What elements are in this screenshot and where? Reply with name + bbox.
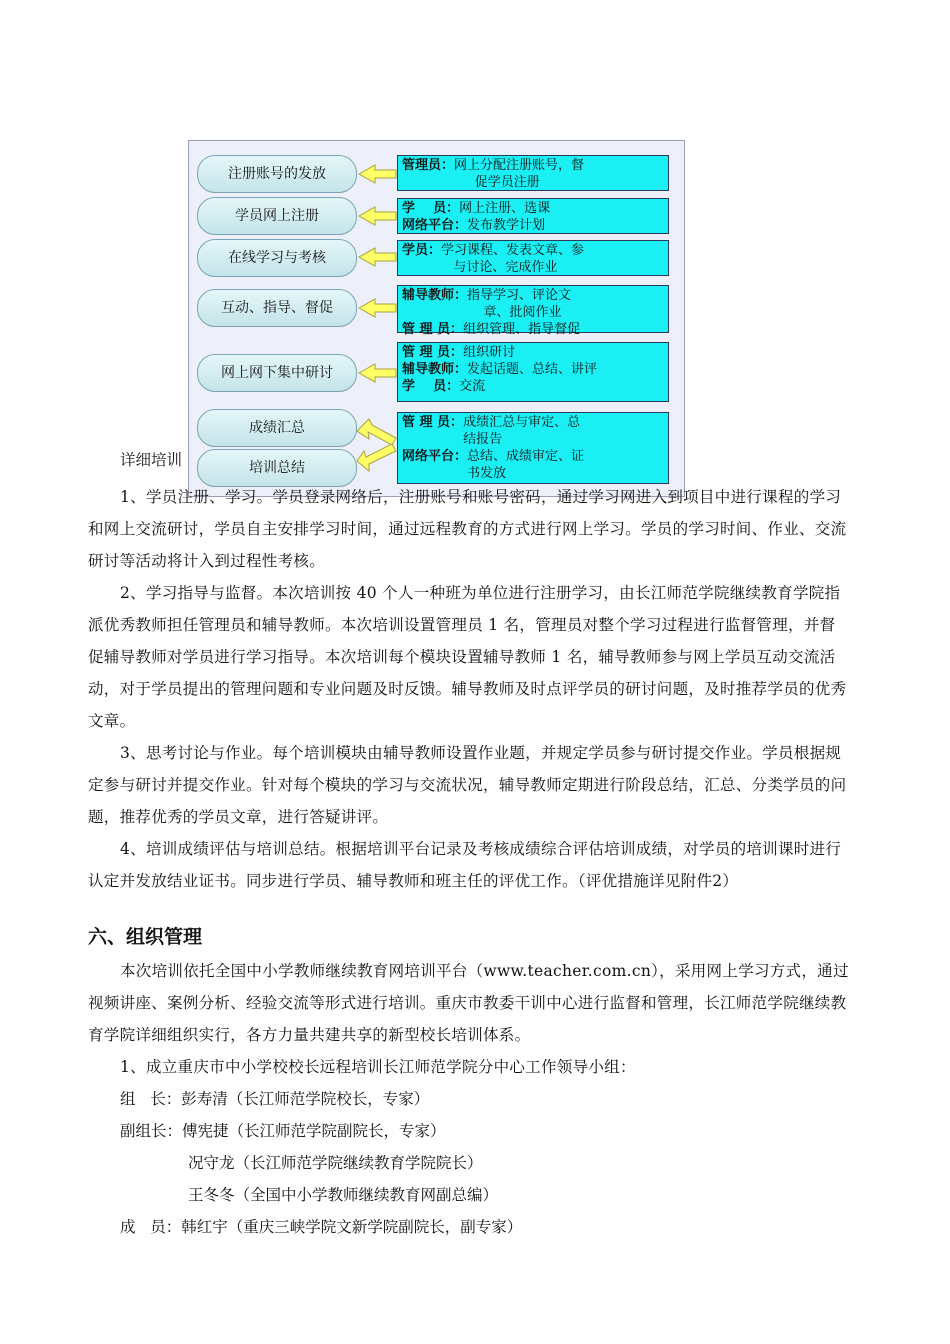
arrow-2	[359, 207, 396, 225]
arrow-5	[359, 364, 396, 382]
arrow-3	[359, 248, 396, 266]
intro-partial: 详细培训	[120, 451, 183, 469]
vice-leader-line-1: 副组长：傅宪捷（长江师范学院副院长，专家）	[120, 1122, 446, 1140]
box-student-learning	[397, 240, 669, 276]
box-text: 网上分配注册账号，督 促学员注册	[454, 158, 585, 190]
box-role: 管理员：	[402, 158, 455, 173]
paragraph-guidance: 2、学习指导与监督。本次培训按 40 个人一种班为单位进行注册学习，由长江师范学院继续教育学院指派优秀教师担任管理员和辅导教师。本次培训设置管理员 1 名，管理员对整个学习过程进行监督管理，并督促辅导教师对学员进行学习指导。本次培训每个模块设置辅导教师 1 名，辅导教师参与网上学员互动交流活动，对于学员提出的管理问题和专业问题及时反馈。辅导教师及时点评学员的研讨问题，及时推荐学员的优秀文章。	[88, 584, 847, 730]
paragraph-leadership-group: 1、成立重庆市中小学校校长远程培训长江师范学院分中心工作领导小组：	[120, 1058, 636, 1076]
box-text: 交流	[459, 379, 486, 394]
vice-leader-line-2: 况守龙（长江师范学院继续教育学院院长）	[188, 1154, 483, 1172]
box-role: 学 员：	[402, 379, 460, 394]
arrow-4	[359, 299, 396, 317]
box-text: 组织管理、指导督促	[463, 322, 581, 337]
box-text: 成绩汇总与审定、总 结报告	[463, 415, 581, 447]
box-text: 指导学习、评论文 章、批阅作业	[467, 288, 572, 320]
box-role: 管 理 员：	[402, 415, 464, 430]
box-seminar-roles	[397, 342, 669, 402]
member-line-1: 成 员：韩红宇（重庆三峡学院文新学院副院长，副专家）	[120, 1218, 523, 1236]
leader-line: 组 长：彭寿清（长江师范学院校长，专家）	[120, 1090, 430, 1108]
step-online-learning: 在线学习与考核	[197, 239, 357, 277]
arrow-6b	[357, 444, 396, 471]
box-text: 发布教学计划	[467, 218, 546, 233]
step-interaction: 互动、指导、督促	[197, 289, 357, 327]
box-text: 网上注册、选课	[459, 201, 551, 216]
box-role: 管 理 员：	[402, 322, 464, 337]
box-text: 组织研讨	[463, 345, 516, 360]
box-summary-roles	[397, 412, 669, 484]
box-role: 管 理 员：	[402, 345, 464, 360]
box-student-registration	[397, 198, 669, 234]
section-heading-organization: 六、组织管理	[88, 926, 203, 948]
paragraph-discussion: 3、思考讨论与作业。每个培训模块由辅导教师设置作业题，并规定学员参与研讨提交作业。学员根据规定参与研讨并提交作业。针对每个模块的学习与交流状况，辅导教师定期进行阶段总结，汇总、分类学员的问题，推荐优秀的学员文章，进行答疑讲评。	[88, 744, 847, 826]
step-training-summary: 培训总结	[197, 449, 357, 487]
paragraph-platform: 本次培训依托全国中小学教师继续教育网培训平台（www.teacher.com.cn），采用网上学习方式，通过视频讲座、案例分析、经验交流等形式进行培训。重庆市教委干训中心进行监督和管理，长江师范学院继续教育学院详细组织实行，各方力量共建共享的新型校长培训体系。	[88, 962, 849, 1044]
box-admin-accounts	[397, 155, 669, 191]
step-seminar: 网上网下集中研讨	[197, 354, 357, 392]
box-role: 网络平台：	[402, 218, 468, 233]
box-role: 网络平台：	[402, 449, 468, 464]
box-role: 学员：	[402, 243, 442, 258]
vice-leader-line-3: 王冬冬（全国中小学教师继续教育网副总编）	[188, 1186, 499, 1204]
step-account-distribution: 注册账号的发放	[197, 155, 357, 193]
box-role: 辅导教师：	[402, 362, 468, 377]
box-role: 学 员：	[402, 201, 460, 216]
step-grade-summary: 成绩汇总	[197, 409, 357, 447]
paragraph-evaluation: 4、培训成绩评估与培训总结。根据培训平台记录及考核成绩综合评估培训成绩，对学员的培训课时进行认定并发放结业证书。同步进行学员、辅导教师和班主任的评优工作。（评优措施详见附件2）	[88, 840, 842, 890]
step-online-registration: 学员网上注册	[197, 197, 357, 235]
arrow-6a	[357, 419, 396, 445]
box-tutor-guidance	[397, 285, 669, 337]
box-text: 发起话题、总结、讲评	[467, 362, 598, 377]
arrow-1	[359, 165, 396, 183]
training-flow-diagram	[188, 140, 685, 497]
box-role: 辅导教师：	[402, 288, 468, 303]
box-text: 学习课程、发表文章、参 与讨论、完成作业	[441, 243, 585, 275]
box-text: 总结、成绩审定、证 书发放	[467, 449, 585, 481]
paragraph-registration: 1、学员注册、学习。学员登录网络后，注册账号和账号密码，通过学习网进入到项目中进行课程的学习和网上交流研讨，学员自主安排学习时间，通过远程教育的方式进行网上学习。学员的学习时间、作业、交流研讨等活动将计入到过程性考核。	[88, 488, 847, 570]
